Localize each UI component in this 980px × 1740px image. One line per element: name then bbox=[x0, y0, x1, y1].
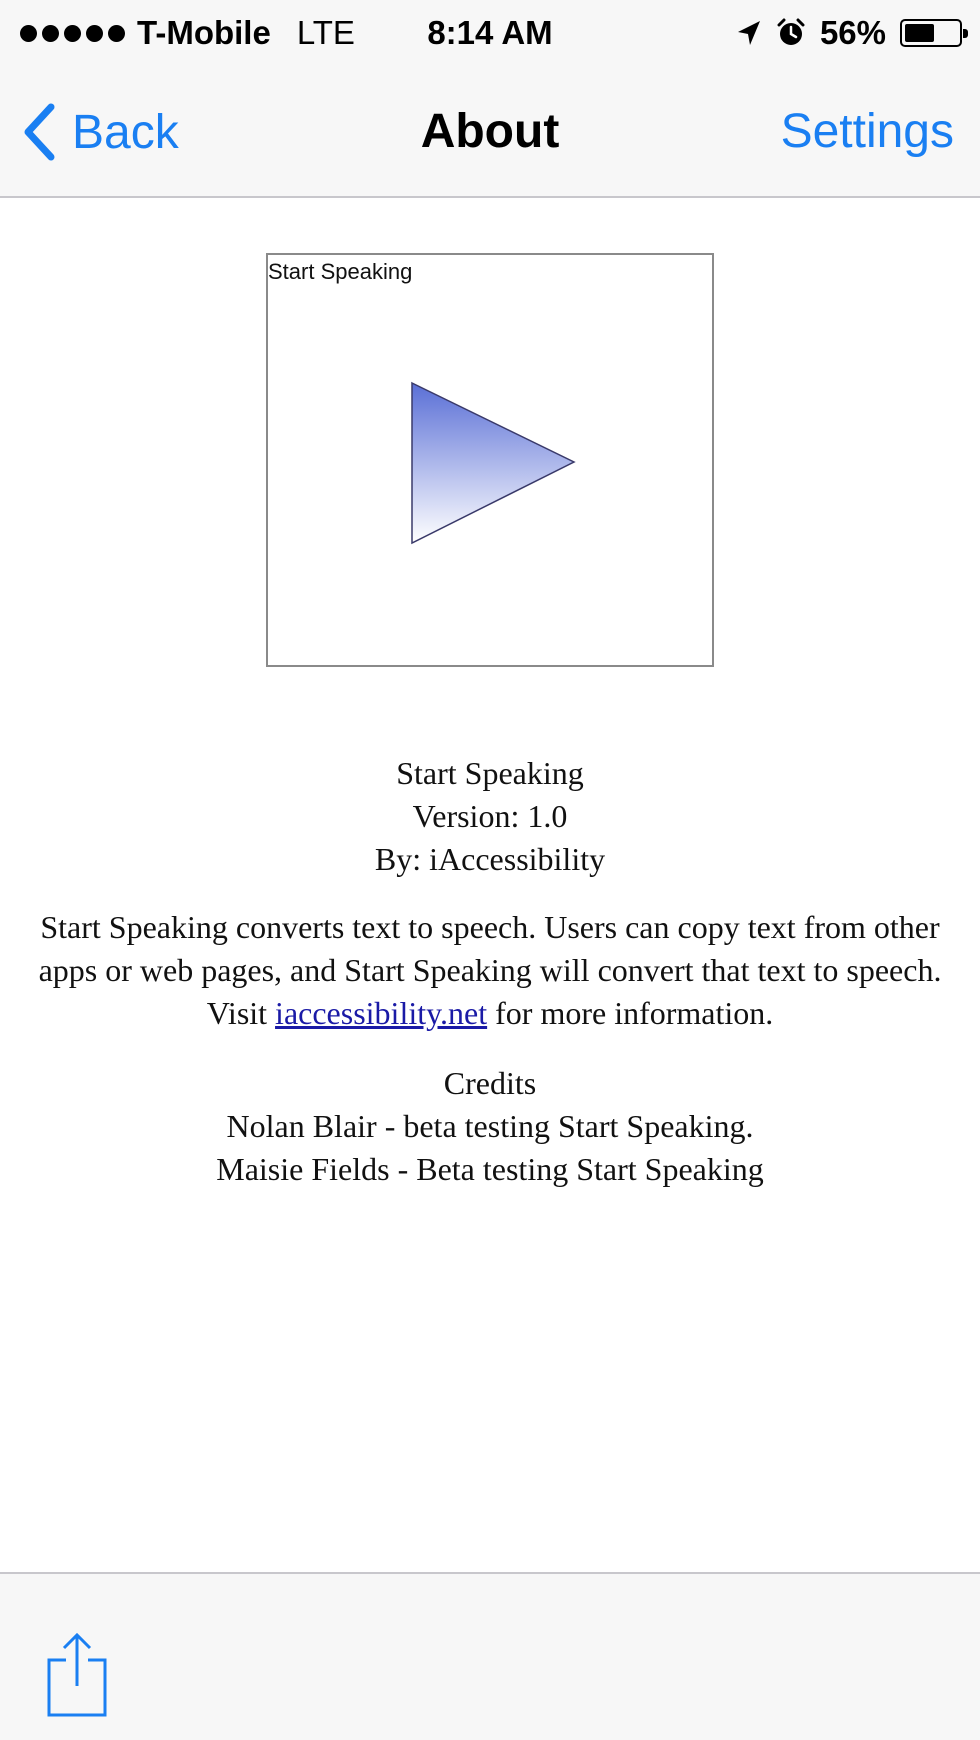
status-bar bbox=[0, 0, 980, 66]
credit-item: Maisie Fields - Beta testing Start Speaking bbox=[216, 1151, 764, 1187]
logo-label: Start Speaking bbox=[268, 259, 413, 284]
page-title-text: About bbox=[420, 105, 560, 158]
credits-heading: Credits bbox=[443, 1065, 537, 1101]
description-text-end: for more information. bbox=[487, 995, 774, 1031]
back-button[interactable] bbox=[22, 94, 179, 170]
bottom-toolbar bbox=[0, 1572, 980, 1740]
signal-dots-icon bbox=[20, 25, 125, 42]
app-author: By: iAccessibility bbox=[374, 841, 606, 877]
chevron-left-icon bbox=[22, 103, 56, 161]
description-text: Start Speaking converts text to speech. Users can copy text from other apps or web pages, and Start Speaking will convert that text to speech. Visit bbox=[38, 909, 942, 1031]
status-left bbox=[20, 10, 355, 56]
carrier-name: T-Mobile bbox=[137, 14, 271, 51]
credits-section bbox=[0, 1062, 980, 1191]
battery-icon bbox=[900, 19, 962, 47]
status-time: 8:14 AM bbox=[427, 14, 553, 51]
alarm-clock-icon bbox=[776, 18, 806, 48]
back-button-label: Back bbox=[72, 105, 179, 159]
play-triangle-icon bbox=[410, 381, 578, 547]
status-right bbox=[736, 10, 962, 56]
app-info bbox=[0, 752, 980, 881]
settings-button[interactable]: Settings bbox=[780, 105, 954, 158]
share-icon[interactable] bbox=[46, 1632, 108, 1718]
navigation-bar bbox=[0, 66, 980, 198]
battery-percent: 56% bbox=[819, 14, 886, 51]
app-name: Start Speaking bbox=[396, 755, 584, 791]
app-description bbox=[10, 906, 970, 1035]
app-version: Version: 1.0 bbox=[412, 798, 568, 834]
credit-item: Nolan Blair - beta testing Start Speaking. bbox=[226, 1108, 754, 1144]
app-logo-image bbox=[266, 253, 714, 667]
battery-fill bbox=[905, 24, 934, 42]
location-arrow-icon bbox=[736, 19, 762, 47]
network-type: LTE bbox=[296, 14, 355, 51]
website-link[interactable]: iaccessibility.net bbox=[275, 995, 488, 1031]
